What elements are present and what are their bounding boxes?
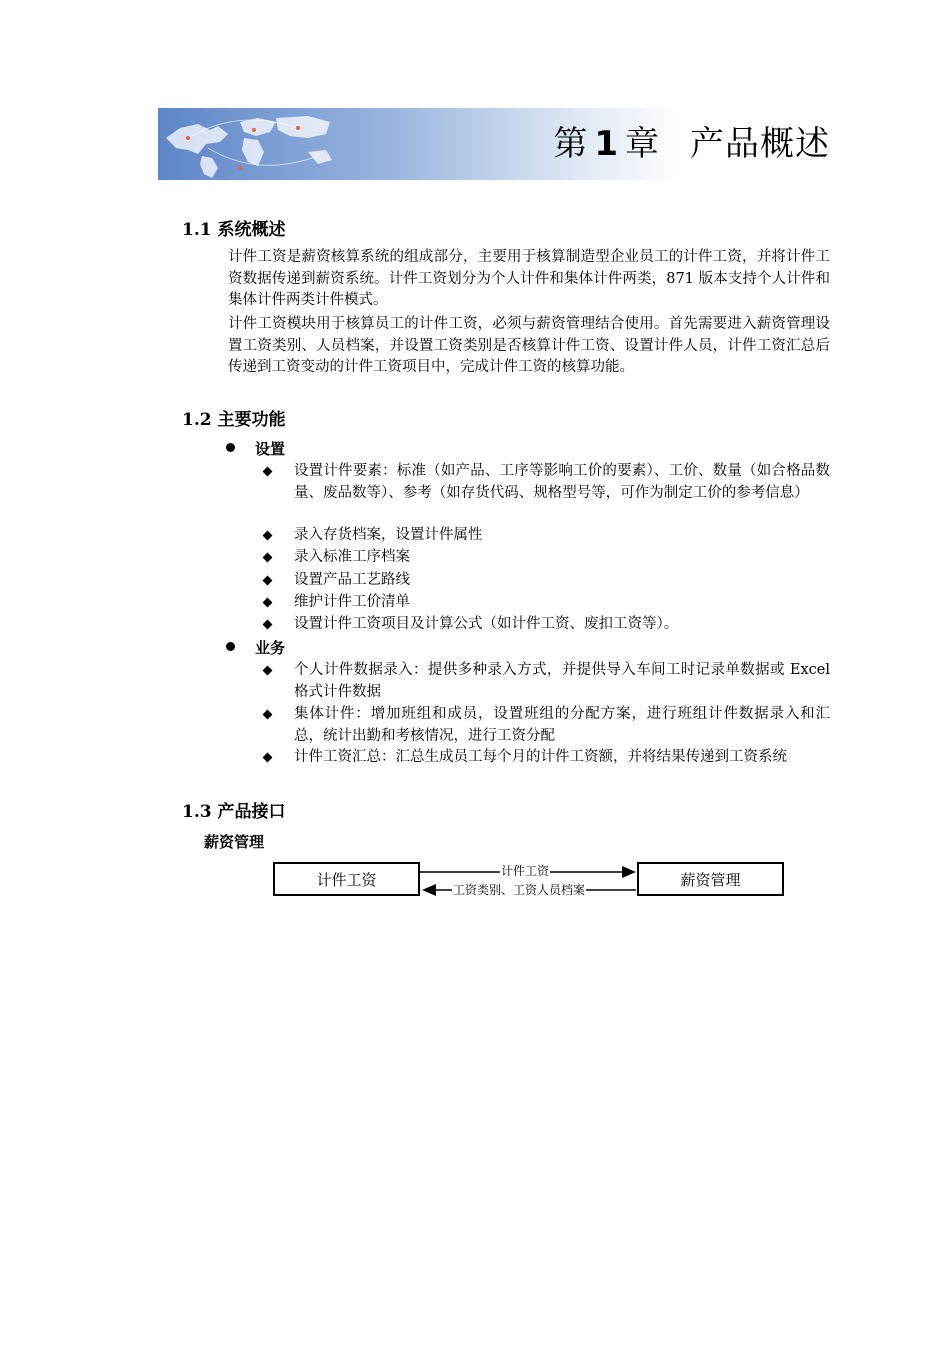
arrow-right-head-icon	[622, 866, 636, 878]
location-dot	[252, 128, 256, 132]
list-item	[262, 747, 830, 769]
paragraph: 计件工资模块用于核算员工的计件工资，必须与薪资管理结合使用。首先需要进入薪资管理设置工资类别、人员档案，并设置工资类别是否核算计件工资、设置计件人员，计件工资汇总后传递到工资变动的计件工资项目中，完成计件工资的核算功能。	[228, 316, 830, 375]
diagram-box-piecework: 计件工资	[273, 862, 420, 896]
bullet-group-business	[226, 638, 285, 658]
diamond-bullet-icon	[263, 467, 273, 477]
chapter-number: 1	[594, 124, 619, 164]
subheading: 薪资管理	[204, 833, 265, 851]
section-heading-1-2: 1.2 主要功能	[182, 410, 286, 430]
chapter-name: 产品概述	[690, 124, 830, 164]
continent-shape	[200, 156, 218, 178]
list-item-text: 录入标准工序档案	[294, 549, 410, 565]
location-dot	[186, 136, 190, 140]
list-item-text: 个人计件数据录入：提供多种录入方式，并提供导入车间工时记录单数据或 Excel 格式计件数据	[294, 662, 830, 700]
bullet-group-title: 业务	[255, 639, 286, 657]
arrow-right-label: 计件工资	[501, 864, 550, 878]
list-item-text: 设置产品工艺路线	[294, 572, 410, 588]
diamond-bullet-icon	[263, 710, 273, 720]
list-item	[262, 547, 830, 569]
list-item-text: 设置计件要素：标准（如产品、工序等影响工价的要素）、工价、数量（如合格品数量、废品数等）、参考（如存货代码、规格型号等，可作为制定工价的参考信息）	[294, 463, 830, 501]
list-item-text: 录入存货档案，设置计件属性	[294, 527, 483, 543]
location-dot	[238, 166, 242, 170]
diagram-box-payroll: 薪资管理	[637, 862, 784, 896]
list-item-text: 集体计件：增加班组和成员，设置班组的分配方案，进行班组计件数据录入和汇总，统计出勤和考核情况，进行工资分配	[294, 706, 830, 744]
section-heading-1-3: 1.3 产品接口	[182, 802, 286, 822]
continent-shape	[276, 116, 330, 138]
continent-shape	[308, 150, 332, 164]
chapter-banner	[158, 108, 834, 180]
location-dot	[296, 126, 300, 130]
chapter-prefix: 第	[553, 124, 589, 164]
list-item	[262, 660, 830, 703]
diamond-bullet-icon	[263, 666, 273, 676]
continent-shape	[240, 118, 276, 136]
diamond-bullet-icon	[263, 620, 273, 630]
interface-diagram	[270, 858, 790, 902]
list-item	[262, 592, 830, 614]
continent-shape	[242, 138, 264, 166]
list-item	[262, 570, 830, 592]
list-item	[262, 704, 830, 747]
bullet-group-title: 设置	[255, 440, 286, 458]
arrow-left-head-icon	[422, 884, 436, 896]
chapter-suffix: 章	[625, 124, 660, 164]
diamond-bullet-icon	[263, 531, 273, 541]
continent-shape	[166, 124, 228, 154]
paragraph: 计件工资是薪资核算系统的组成部分，主要用于核算制造型企业员工的计件工资，并将计件工资数据传递到薪资系统。计件工资划分为个人计件和集体计件两类，871 版本支持个人计件和集体计件两类计件模式。	[228, 249, 830, 308]
arrow-left-label: 工资类别、工资人员档案	[453, 883, 586, 897]
list-item	[262, 461, 830, 504]
bullet-dot-icon	[226, 642, 235, 651]
section-heading-1-1: 1.1 系统概述	[182, 220, 286, 240]
bullet-dot-icon	[226, 443, 235, 452]
chapter-title	[553, 122, 830, 166]
list-item	[262, 525, 830, 547]
list-item-text: 计件工资汇总：汇总生成员工每个月的计件工资额，并将结果传递到工资系统	[294, 749, 787, 765]
list-item-text: 维护计件工价清单	[294, 594, 410, 610]
diamond-bullet-icon	[263, 576, 273, 586]
bullet-group-settings	[226, 439, 285, 459]
diamond-bullet-icon	[263, 753, 273, 763]
list-item-text: 设置计件工资项目及计算公式（如计件工资、废扣工资等）。	[294, 616, 679, 632]
diamond-bullet-icon	[263, 553, 273, 563]
list-item	[262, 614, 830, 636]
diamond-bullet-icon	[263, 598, 273, 608]
